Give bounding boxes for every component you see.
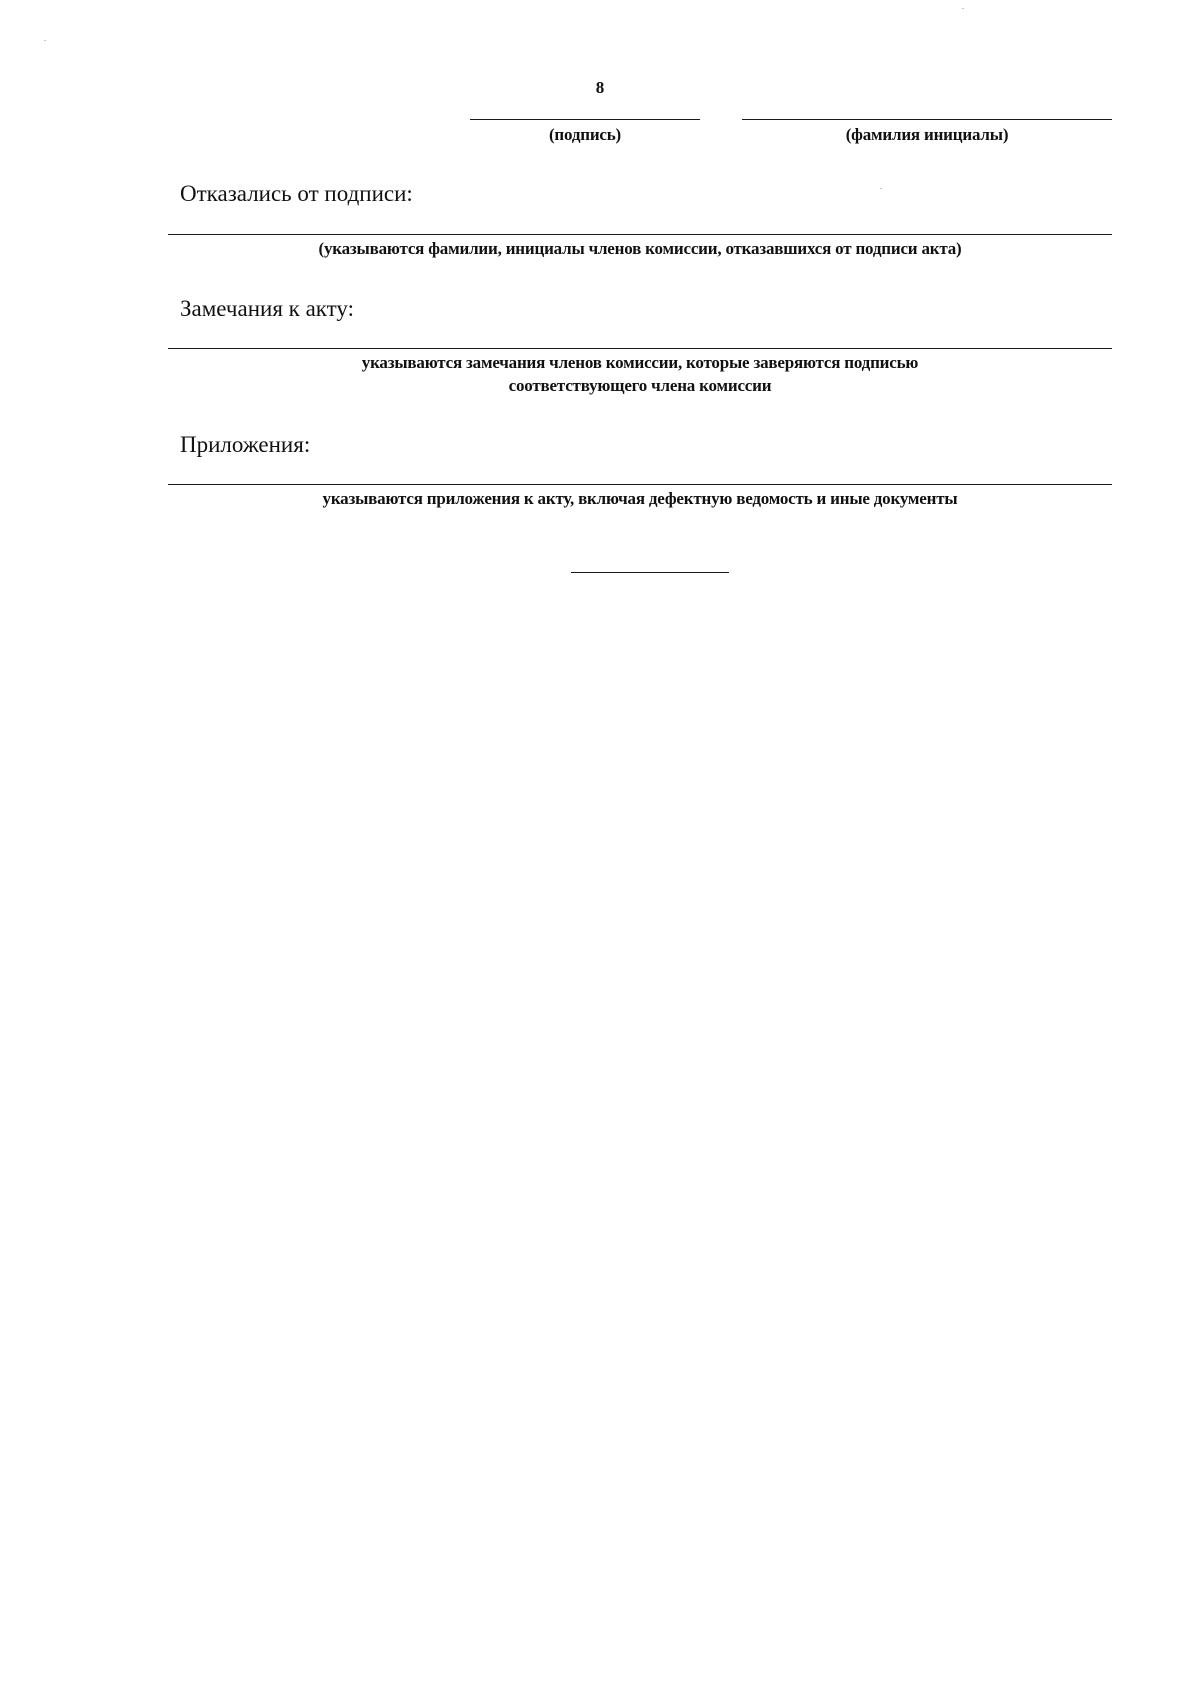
refused-section-title: Отказались от подписи: — [180, 181, 413, 206]
remarks-caption-line-1: указываются замечания членов комиссии, которые заверяются подписью — [361, 353, 919, 372]
refused-caption: (указываются фамилии, инициалы членов комиссии, отказавшихся от подписи акта) — [318, 239, 962, 258]
name-caption: (фамилия инициалы) — [845, 125, 1009, 144]
scan-speck — [44, 40, 46, 41]
attachments-fill-line — [168, 484, 1112, 485]
signature-caption: (подпись) — [548, 125, 622, 144]
end-separator-line — [571, 572, 729, 573]
scan-speck — [880, 188, 882, 189]
name-line — [742, 119, 1112, 120]
signature-line — [470, 119, 700, 120]
remarks-section-title: Замечания к акту: — [180, 296, 354, 321]
scan-speck — [962, 8, 964, 9]
remarks-caption-line-2: соответствующего члена комиссии — [508, 376, 772, 395]
refused-fill-line — [168, 234, 1112, 235]
attachments-section-title: Приложения: — [180, 432, 311, 457]
remarks-fill-line — [168, 348, 1112, 349]
attachments-caption: указываются приложения к акту, включая дефектную ведомость и иные документы — [322, 489, 958, 508]
page-number: 8 — [595, 78, 605, 97]
